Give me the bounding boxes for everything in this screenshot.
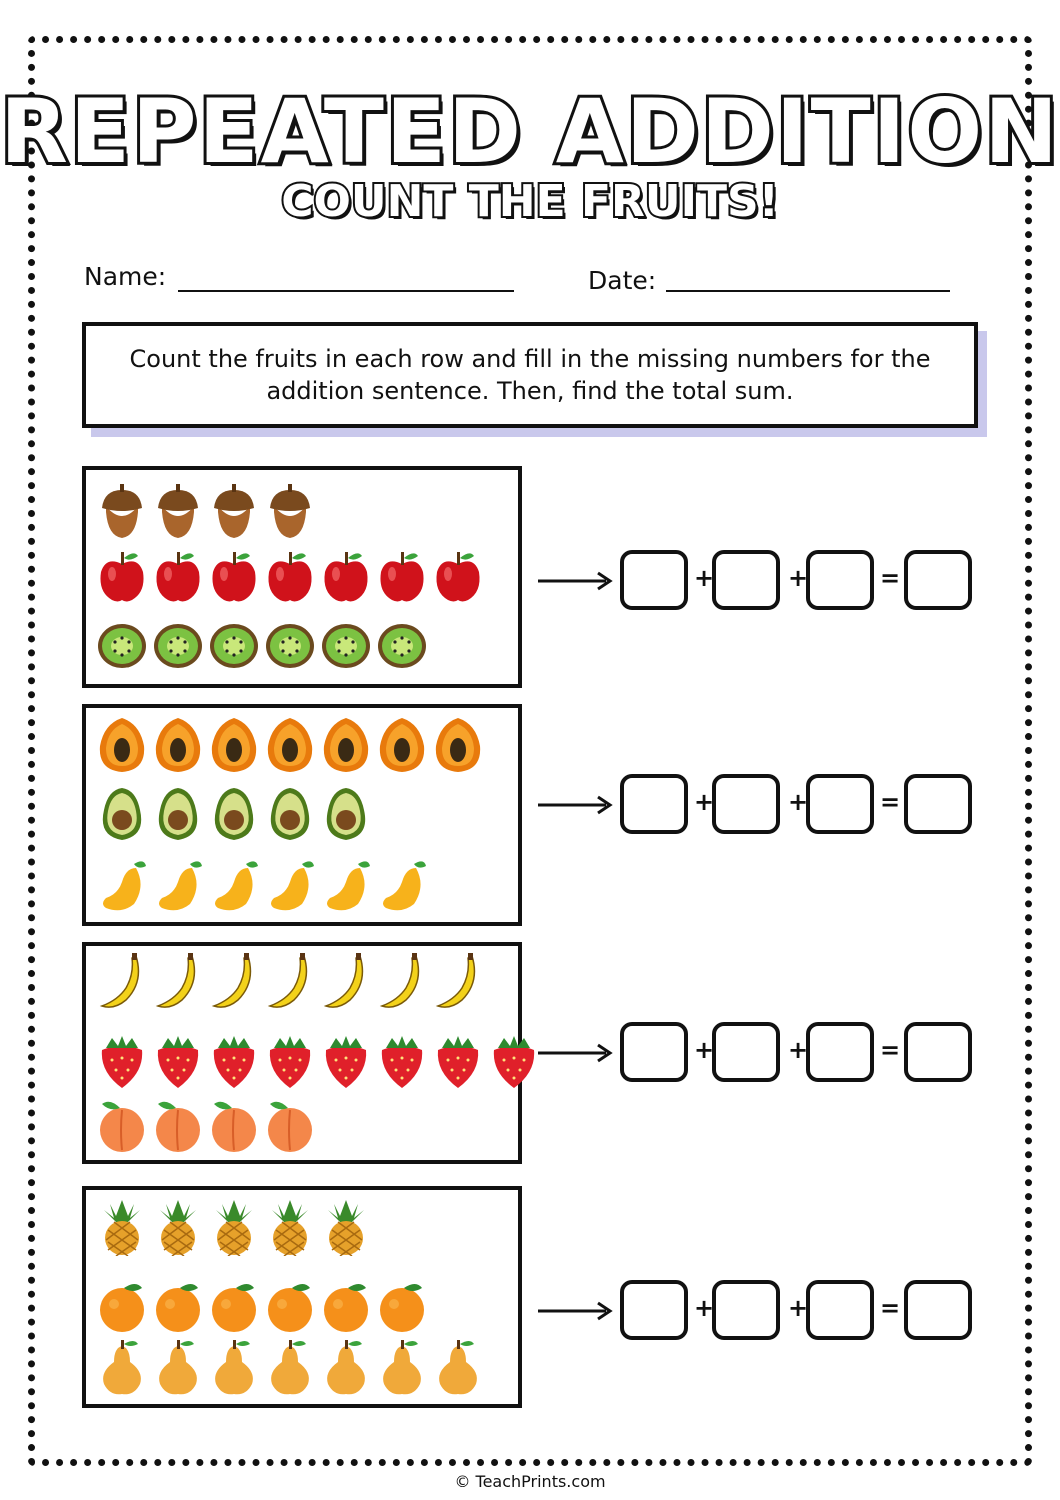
addend-answer-box[interactable] [712, 1280, 780, 1340]
apple-icon [152, 546, 204, 604]
peach-icon [208, 1096, 260, 1154]
pear-icon [152, 1338, 204, 1396]
arrow-right-icon [536, 566, 616, 596]
plus-sign: + [694, 1294, 715, 1322]
orange-icon [96, 1276, 148, 1334]
pear-icon [264, 1338, 316, 1396]
date-label: Date: [588, 266, 657, 295]
kiwi-icon [264, 614, 316, 672]
strawberry-icon [320, 1032, 372, 1090]
arrow-right-icon [536, 1296, 616, 1326]
strawberry-icon [208, 1032, 260, 1090]
addition-sentence [536, 1280, 976, 1342]
addend-answer-box[interactable] [712, 550, 780, 610]
strawberry-icon [264, 1032, 316, 1090]
kiwi-icon [208, 614, 260, 672]
date-field[interactable] [666, 290, 950, 292]
orange-icon [152, 1276, 204, 1334]
pear-icon [96, 1338, 148, 1396]
orange-icon [208, 1276, 260, 1334]
fruit-row [96, 1198, 372, 1256]
plus-sign: + [788, 564, 809, 592]
fruit-row [96, 784, 372, 842]
pineapple-icon [96, 1198, 148, 1256]
papaya-icon [376, 716, 428, 774]
pear-icon [320, 1338, 372, 1396]
addend-answer-box[interactable] [620, 774, 688, 834]
fruit-group-box [82, 1186, 522, 1408]
apple-icon [320, 546, 372, 604]
peach-icon [264, 1096, 316, 1154]
orange-icon [376, 1276, 428, 1334]
addend-answer-box[interactable] [712, 774, 780, 834]
pear-icon [208, 1338, 260, 1396]
plus-sign: + [694, 788, 715, 816]
apple-icon [376, 546, 428, 604]
equals-sign: = [880, 1294, 901, 1322]
acorn-icon [264, 482, 316, 540]
avocado-icon [320, 784, 372, 842]
fruit-row [96, 716, 484, 774]
kiwi-icon [376, 614, 428, 672]
papaya-icon [320, 716, 372, 774]
strawberry-icon [432, 1032, 484, 1090]
fruit-row [96, 952, 484, 1010]
kiwi-icon [96, 614, 148, 672]
strawberry-icon [488, 1032, 540, 1090]
fruit-row [96, 1338, 484, 1396]
apple-icon [96, 546, 148, 604]
orange-icon [320, 1276, 372, 1334]
addend-answer-box[interactable] [620, 550, 688, 610]
fruit-row [96, 546, 484, 604]
avocado-icon [208, 784, 260, 842]
arrow-right-icon [536, 790, 616, 820]
addition-sentence [536, 774, 976, 836]
total-answer-box[interactable] [904, 1022, 972, 1082]
orange-icon [264, 1276, 316, 1334]
fruit-group-box [82, 942, 522, 1164]
copyright-footer: © TeachPrints.com [454, 1472, 606, 1491]
apple-icon [208, 546, 260, 604]
mango-icon [152, 856, 204, 914]
banana-icon [320, 952, 372, 1010]
addend-answer-box[interactable] [806, 550, 874, 610]
peach-icon [152, 1096, 204, 1154]
strawberry-icon [96, 1032, 148, 1090]
addend-answer-box[interactable] [712, 1022, 780, 1082]
pineapple-icon [208, 1198, 260, 1256]
pear-icon [432, 1338, 484, 1396]
apple-icon [432, 546, 484, 604]
plus-sign: + [694, 1036, 715, 1064]
addition-sentence [536, 1022, 976, 1084]
plus-sign: + [788, 788, 809, 816]
total-answer-box[interactable] [904, 1280, 972, 1340]
papaya-icon [152, 716, 204, 774]
addend-answer-box[interactable] [620, 1280, 688, 1340]
avocado-icon [264, 784, 316, 842]
addend-answer-box[interactable] [620, 1022, 688, 1082]
peach-icon [96, 1096, 148, 1154]
apple-icon [264, 546, 316, 604]
avocado-icon [96, 784, 148, 842]
worksheet-title: REPEATED ADDITION [0, 80, 1060, 183]
fruit-row [96, 1276, 428, 1334]
acorn-icon [208, 482, 260, 540]
equals-sign: = [880, 564, 901, 592]
pineapple-icon [264, 1198, 316, 1256]
total-answer-box[interactable] [904, 550, 972, 610]
instructions-box [82, 322, 978, 428]
equals-sign: = [880, 788, 901, 816]
mango-icon [96, 856, 148, 914]
kiwi-icon [152, 614, 204, 672]
instructions-text: Count the fruits in each row and fill in the missing numbers for the addition sentence. Then, find the total sum. [129, 345, 931, 405]
banana-icon [432, 952, 484, 1010]
addend-answer-box[interactable] [806, 774, 874, 834]
fruit-row [96, 614, 428, 672]
acorn-icon [152, 482, 204, 540]
fruit-group-box [82, 704, 522, 926]
strawberry-icon [376, 1032, 428, 1090]
strawberry-icon [152, 1032, 204, 1090]
name-field[interactable] [178, 290, 514, 292]
banana-icon [264, 952, 316, 1010]
papaya-icon [264, 716, 316, 774]
pineapple-icon [320, 1198, 372, 1256]
papaya-icon [208, 716, 260, 774]
arrow-right-icon [536, 1038, 616, 1068]
mango-icon [320, 856, 372, 914]
addition-sentence [536, 550, 976, 612]
addend-answer-box[interactable] [806, 1280, 874, 1340]
name-label: Name: [84, 262, 167, 291]
plus-sign: + [788, 1036, 809, 1064]
acorn-icon [96, 482, 148, 540]
fruit-row [96, 856, 428, 914]
papaya-icon [432, 716, 484, 774]
fruit-row [96, 482, 316, 540]
banana-icon [96, 952, 148, 1010]
pineapple-icon [152, 1198, 204, 1256]
mango-icon [208, 856, 260, 914]
banana-icon [152, 952, 204, 1010]
fruit-row [96, 1096, 316, 1154]
plus-sign: + [694, 564, 715, 592]
mango-icon [376, 856, 428, 914]
avocado-icon [152, 784, 204, 842]
worksheet-subtitle: COUNT THE FRUITS! [281, 176, 779, 227]
addend-answer-box[interactable] [806, 1022, 874, 1082]
equals-sign: = [880, 1036, 901, 1064]
total-answer-box[interactable] [904, 774, 972, 834]
pear-icon [376, 1338, 428, 1396]
fruit-group-box [82, 466, 522, 688]
mango-icon [264, 856, 316, 914]
plus-sign: + [788, 1294, 809, 1322]
banana-icon [376, 952, 428, 1010]
fruit-row [96, 1032, 540, 1090]
papaya-icon [96, 716, 148, 774]
kiwi-icon [320, 614, 372, 672]
banana-icon [208, 952, 260, 1010]
